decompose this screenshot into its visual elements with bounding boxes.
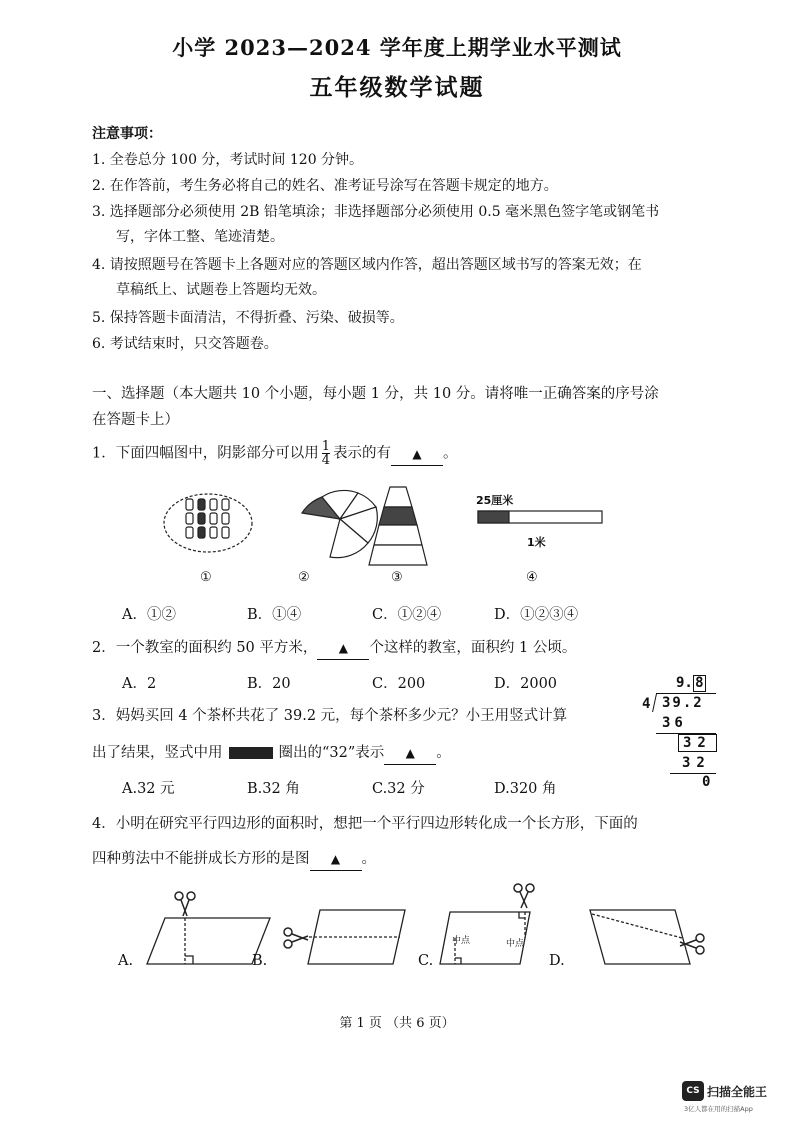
q2-option-a: A．2 <box>122 676 157 692</box>
bar-label-bottom: 1米 <box>527 536 546 549</box>
figure-b-parallelogram <box>308 910 405 964</box>
notice-item: 6. 考试结束时，只交答题卷。 <box>92 336 278 352</box>
watermark-name: 扫描全能王 <box>707 1085 768 1099</box>
fraction: $\frac{1}{4}$ <box>321 439 331 468</box>
figure-3-trapezoid <box>369 487 427 565</box>
figure-label: ② <box>298 570 310 585</box>
q3-option-c: C.32 分 <box>372 781 425 797</box>
step-2-boxed: 32 <box>678 734 717 752</box>
answer-blank: ▲ <box>391 443 443 466</box>
q1-option-d: D．①②③④ <box>494 607 579 623</box>
page-footer: 第 1 页 （共 6 页） <box>339 1016 455 1031</box>
notice-item: 5. 保持答题卡面清洁，不得折叠、污染、破损等。 <box>92 310 404 326</box>
answer-blank: ▲ <box>317 637 369 660</box>
q2-option-c: C．200 <box>372 676 426 692</box>
question-2: 2．一个教室的面积约 50 平方米， ▲ 个这样的教室，面积约 1 公顷。 <box>92 637 576 660</box>
notice-heading: 注意事项： <box>92 126 162 142</box>
long-division <box>640 672 720 792</box>
q4-label-a: A. <box>118 953 134 969</box>
scissors-icon <box>175 892 195 916</box>
q4-label-d: D. <box>549 953 565 969</box>
figure-label: ④ <box>526 570 538 585</box>
figure-1-ellipse-blocks <box>164 494 252 552</box>
figure-4-bar <box>478 511 602 523</box>
answer-blank: ▲ <box>384 742 436 765</box>
notice-item: 4. 请按照题号在答题卡上各题对应的答题区域内作答，超出答题区域书写的答案无效；在 <box>92 257 642 273</box>
question-3-cont: 出了结果，竖式中用 圈出的“32”表示 ▲ 。 <box>92 742 451 765</box>
scissors-icon <box>680 934 704 954</box>
watermark-tagline: 3亿人都在用的扫描App <box>684 1105 753 1113</box>
midpoint-label: 中点 <box>452 936 471 946</box>
question-1: 1．下面四幅图中，阴影部分可以用 $\frac{1}{4}$ 表示的有 ▲ 。 <box>92 439 458 468</box>
divisor: 4 <box>642 696 651 712</box>
figure-2-fan <box>302 490 377 557</box>
q4-label-b: B. <box>252 953 268 969</box>
notice-item: 2. 在作答前，考生务必将自己的姓名、准考证号涂写在答题卡规定的地方。 <box>92 178 558 194</box>
q2-option-b: B．20 <box>247 676 291 692</box>
question-3: 3．妈妈买回 4 个茶杯共花了 39.2 元，每个茶杯多少元？小王用竖式计算 <box>92 708 568 724</box>
step-3: 32 <box>682 755 711 771</box>
division-top-line <box>656 693 716 694</box>
exam-subtitle: 五年级数学试题 <box>309 74 485 101</box>
section-heading: 一、选择题（本大题共 10 个小题，每小题 1 分，共 10 分。请将唯一正确答案的序号涂 <box>92 386 659 402</box>
notice-item: 1. 全卷总分 100 分，考试时间 120 分钟。 <box>92 152 364 168</box>
notice-item: 写，字体工整、笔迹清楚。 <box>116 229 284 245</box>
q4-label-c: C. <box>418 953 434 969</box>
q1-option-b: B．①④ <box>247 607 302 623</box>
midpoint-label: 中点 <box>506 939 525 949</box>
notice-item: 3. 选择题部分必须使用 2B 铅笔填涂；非选择题部分必须使用 0.5 毫米黑色签字笔或钢笔书 <box>92 204 660 220</box>
q1-figures <box>160 485 630 575</box>
q3-option-d: D.320 角 <box>494 781 557 797</box>
figure-label: ③ <box>391 570 403 585</box>
step-1: 36 <box>662 715 687 731</box>
q2-option-d: D．2000 <box>494 676 558 692</box>
remainder: 0 <box>702 774 711 790</box>
black-box-marker <box>229 747 273 759</box>
answer-blank: ▲ <box>310 848 362 871</box>
question-4: 4．小明在研究平行四边形的面积时，想把一个平行四边形转化成一个长方形，下面的 <box>92 816 638 832</box>
exam-title: 小学 2023—2024 学年度上期学业水平测试 <box>172 35 622 60</box>
section-heading-cont: 在答题卡上） <box>92 412 179 428</box>
dividend: 39.2 <box>662 695 704 711</box>
scissors-icon <box>284 928 308 948</box>
q1-option-c: C．①②④ <box>372 607 442 623</box>
notice-item: 草稿纸上、试题卷上答题均无效。 <box>116 282 326 298</box>
scanner-watermark <box>682 1081 792 1121</box>
figure-d-parallelogram <box>590 910 690 964</box>
division-bracket <box>652 694 659 712</box>
bar-label-top: 25厘米 <box>476 494 514 507</box>
figure-label: ① <box>200 570 212 585</box>
q3-option-a: A.32 元 <box>122 781 175 797</box>
camscanner-logo-icon: CS <box>682 1081 704 1101</box>
q4-figures <box>110 880 720 975</box>
q1-option-a: A．①② <box>122 607 176 623</box>
scissors-icon <box>514 884 534 908</box>
q3-option-b: B.32 角 <box>247 781 300 797</box>
question-4-cont: 四种剪法中不能拼成长方形的是图 ▲ 。 <box>92 848 376 871</box>
quotient: 9. 8 <box>676 675 706 692</box>
